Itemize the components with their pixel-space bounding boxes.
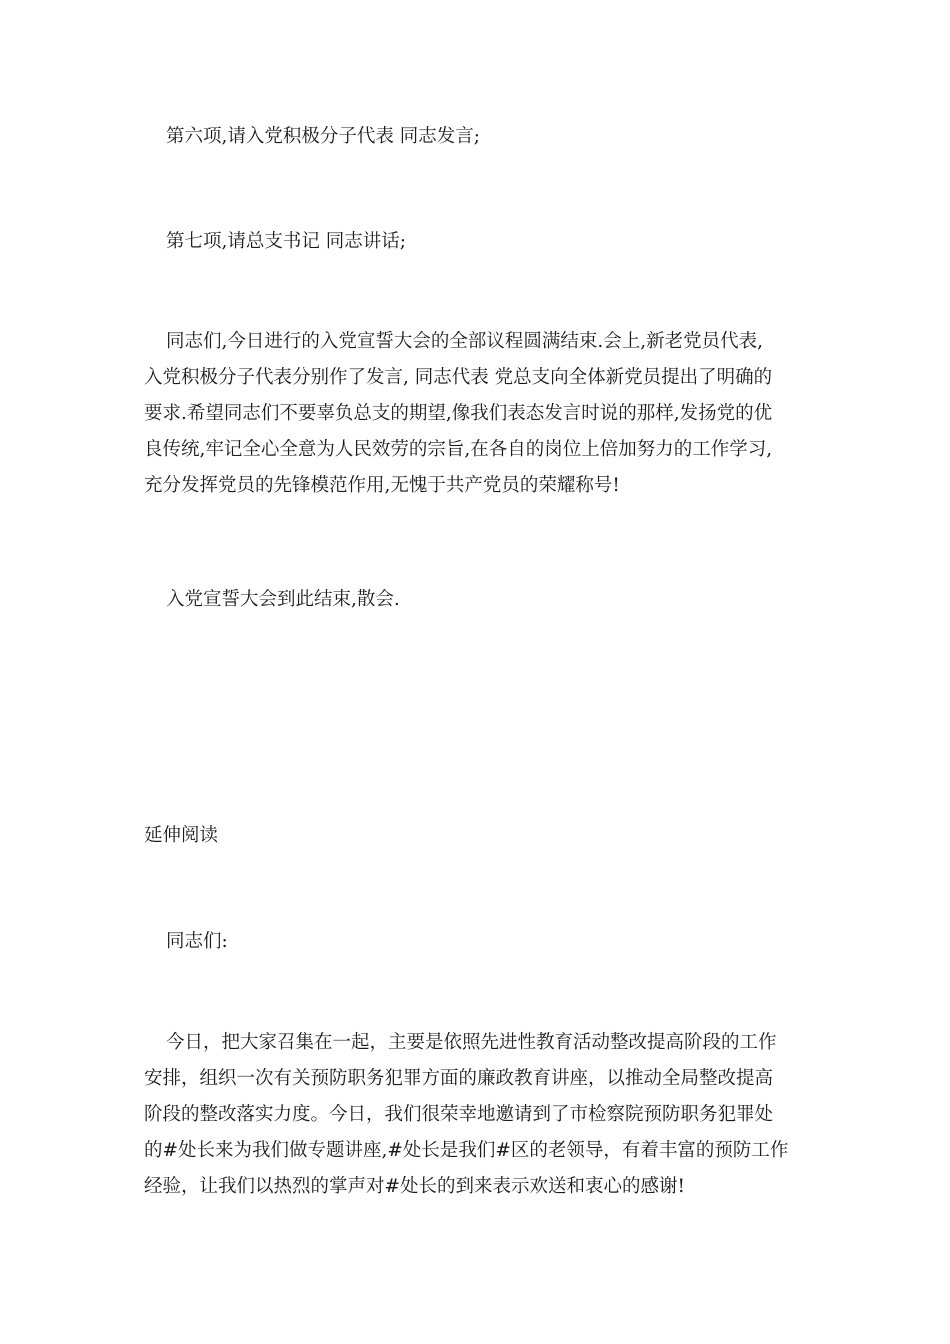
speech-line: 的#处长来为我们做专题讲座,#处长是我们#区的老领导，有着丰富的预防工作: [144, 1140, 789, 1161]
summary-line: 同志们,今日进行的入党宣誓大会的全部议程圆满结束.会上,新老党员代表,: [166, 331, 764, 352]
agenda-item-6: 第六项,请入党积极分子代表 同志发言;: [166, 126, 480, 147]
agenda-item-7: 第七项,请总支书记 同志讲话;: [166, 231, 406, 252]
summary-line: 要求.希望同志们不要辜负总支的期望,像我们表态发言时说的那样,发扬党的优: [144, 403, 773, 424]
speech-line: 安排，组织一次有关预防职务犯罪方面的廉政教育讲座，以推动全局整改提高: [144, 1068, 774, 1089]
speech-greeting: 同志们:: [166, 931, 228, 952]
speech-paragraph: [144, 1025, 809, 1205]
speech-line: 经验，让我们以热烈的掌声对#处长的到来表示欢送和衷心的感谢!: [144, 1176, 685, 1197]
closing-line: 入党宣誓大会到此结束,散会.: [166, 589, 400, 610]
speech-line: 阶段的整改落实力度。今日，我们很荣幸地邀请到了市检察院预防职务犯罪处: [144, 1104, 774, 1125]
summary-line: 良传统,牢记全心全意为人民效劳的宗旨,在各自的岗位上倍加努力的工作学习,: [144, 439, 773, 460]
summary-paragraph: [144, 324, 809, 504]
summary-line: 充分发挥党员的先锋模范作用,无愧于共产党员的荣耀称号!: [144, 475, 620, 496]
extended-reading-heading: 延伸阅读: [144, 825, 219, 846]
speech-line: 今日，把大家召集在一起，主要是依照先进性教育活动整改提高阶段的工作: [166, 1032, 777, 1053]
summary-line: 入党积极分子代表分别作了发言, 同志代表 党总支向全体新党员提出了明确的: [144, 367, 773, 388]
